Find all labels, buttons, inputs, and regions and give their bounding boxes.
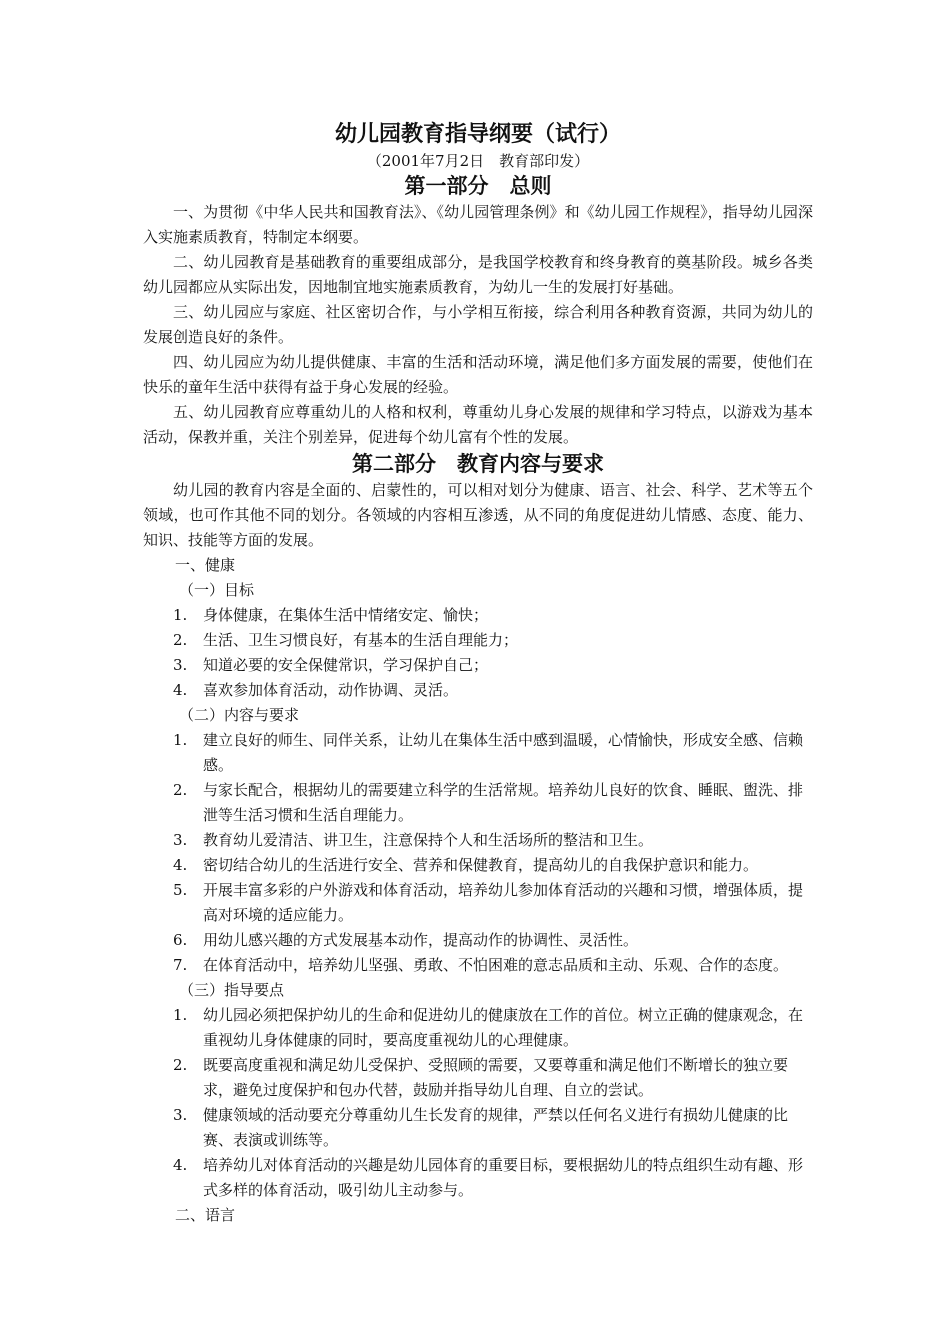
list-item — [143, 853, 813, 878]
list-text: 健康领域的活动要充分尊重幼儿生长发育的规律，严禁以任何名义进行有损幼儿健康的比赛、表演或训练等。 — [203, 1106, 789, 1149]
list-item — [143, 828, 813, 853]
list-number: 2. — [173, 1056, 188, 1074]
list-text: 与家长配合，根据幼儿的需要建立科学的生活常规。培养幼儿良好的饮食、睡眠、盥洗、排泄等生活习惯和生活自理能力。 — [203, 781, 804, 824]
list-text: 教育幼儿爱清洁、讲卫生，注意保持个人和生活场所的整洁和卫生。 — [203, 831, 654, 849]
goals-list — [143, 603, 813, 703]
guidance-list — [143, 1003, 813, 1203]
list-text: 幼儿园必须把保护幼儿的生命和促进幼儿的健康放在工作的首位。树立正确的健康观念，在重视幼儿身体健康的同时，要高度重视幼儿的心理健康。 — [203, 1006, 804, 1049]
part1-paragraph: 一、为贯彻《中华人民共和国教育法》、《幼儿园管理条例》和《幼儿园工作规程》，指导幼儿园深入实施素质教育，特制定本纲要。 — [143, 203, 813, 246]
list-item — [143, 678, 813, 703]
list-item — [143, 1003, 813, 1053]
document-subtitle: （2001年7月2日 教育部印发） — [366, 152, 590, 170]
list-item — [143, 603, 813, 628]
list-item — [143, 1103, 813, 1153]
list-item — [143, 878, 813, 928]
list-item — [143, 628, 813, 653]
list-number: 1. — [173, 731, 188, 749]
list-text: 喜欢参加体育活动，动作协调、灵活。 — [203, 681, 459, 699]
list-number: 6. — [173, 931, 188, 949]
subsection-heading-goals: （一）目标 — [179, 581, 255, 599]
subsection-heading-content: （二）内容与要求 — [179, 706, 300, 724]
list-text: 既要高度重视和满足幼儿受保护、受照顾的需要，又要尊重和满足他们不断增长的独立要求，避免过度保护和包办代替，鼓励并指导幼儿自理、自立的尝试。 — [203, 1056, 789, 1099]
list-text: 开展丰富多彩的户外游戏和体育活动，培养幼儿参加体育活动的兴趣和习惯，增强体质，提高对环境的适应能力。 — [203, 881, 804, 924]
list-number: 4. — [173, 856, 188, 874]
list-text: 生活、卫生习惯良好，有基本的生活自理能力； — [203, 631, 519, 649]
list-number: 3. — [173, 1106, 188, 1124]
section-heading-language: 二、语言 — [175, 1206, 236, 1224]
document-title: 幼儿园教育指导纲要（试行） — [334, 121, 621, 147]
list-number: 4. — [173, 1156, 188, 1174]
list-item — [143, 728, 813, 778]
part1-paragraph: 二、幼儿园教育是基础教育的重要组成部分，是我国学校教育和终身教育的奠基阶段。城乡各类幼儿园都应从实际出发，因地制宜地实施素质教育，为幼儿一生的发展打好基础。 — [143, 253, 813, 296]
list-item — [143, 778, 813, 828]
part1-title: 第一部分 总则 — [404, 173, 552, 198]
list-number: 5. — [173, 881, 188, 899]
subsection-heading-guidance: （三）指导要点 — [179, 981, 285, 999]
list-text: 知道必要的安全保健常识，学习保护自己； — [203, 656, 489, 674]
list-number: 3. — [173, 831, 188, 849]
list-text: 用幼儿感兴趣的方式发展基本动作，提高动作的协调性、灵活性。 — [203, 931, 639, 949]
list-text: 身体健康，在集体生活中情绪安定、愉快； — [203, 606, 489, 624]
list-item — [143, 1053, 813, 1103]
list-number: 4. — [173, 681, 188, 699]
list-number: 1. — [173, 1006, 188, 1024]
section-heading-health: 一、健康 — [175, 556, 236, 574]
list-item — [143, 928, 813, 953]
list-number: 1. — [173, 606, 188, 624]
content-list — [143, 728, 813, 978]
part1-paragraph: 五、幼儿园教育应尊重幼儿的人格和权利，尊重幼儿身心发展的规律和学习特点，以游戏为基本活动，保教并重，关注个别差异，促进每个幼儿富有个性的发展。 — [143, 403, 813, 446]
list-number: 7. — [173, 956, 188, 974]
list-item — [143, 953, 813, 978]
list-item — [143, 1153, 813, 1203]
list-number: 2. — [173, 631, 188, 649]
list-text: 在体育活动中，培养幼儿坚强、勇敢、不怕困难的意志品质和主动、乐观、合作的态度。 — [203, 956, 789, 974]
list-text: 培养幼儿对体育活动的兴趣是幼儿园体育的重要目标，要根据幼儿的特点组织生动有趣、形式多样的体育活动，吸引幼儿主动参与。 — [203, 1156, 804, 1199]
part2-intro: 幼儿园的教育内容是全面的、启蒙性的，可以相对划分为健康、语言、社会、科学、艺术等五个领域，也可作其他不同的划分。各领域的内容相互渗透，从不同的角度促进幼儿情感、态度、能力、知识、技能等方面的发展。 — [143, 481, 813, 549]
list-text: 建立良好的师生、同伴关系，让幼儿在集体生活中感到温暖，心情愉快，形成安全感、信赖感。 — [203, 731, 804, 774]
list-item — [143, 653, 813, 678]
part1-paragraph: 四、幼儿园应为幼儿提供健康、丰富的生活和活动环境，满足他们多方面发展的需要，使他们在快乐的童年生活中获得有益于身心发展的经验。 — [143, 353, 813, 396]
document-page — [143, 118, 813, 1228]
list-number: 3. — [173, 656, 188, 674]
part1-paragraph: 三、幼儿园应与家庭、社区密切合作，与小学相互衔接，综合利用各种教育资源，共同为幼儿的发展创造良好的条件。 — [143, 303, 813, 346]
list-number: 2. — [173, 781, 188, 799]
part2-title: 第二部分 教育内容与要求 — [352, 451, 604, 476]
list-text: 密切结合幼儿的生活进行安全、营养和保健教育，提高幼儿的自我保护意识和能力。 — [203, 856, 759, 874]
